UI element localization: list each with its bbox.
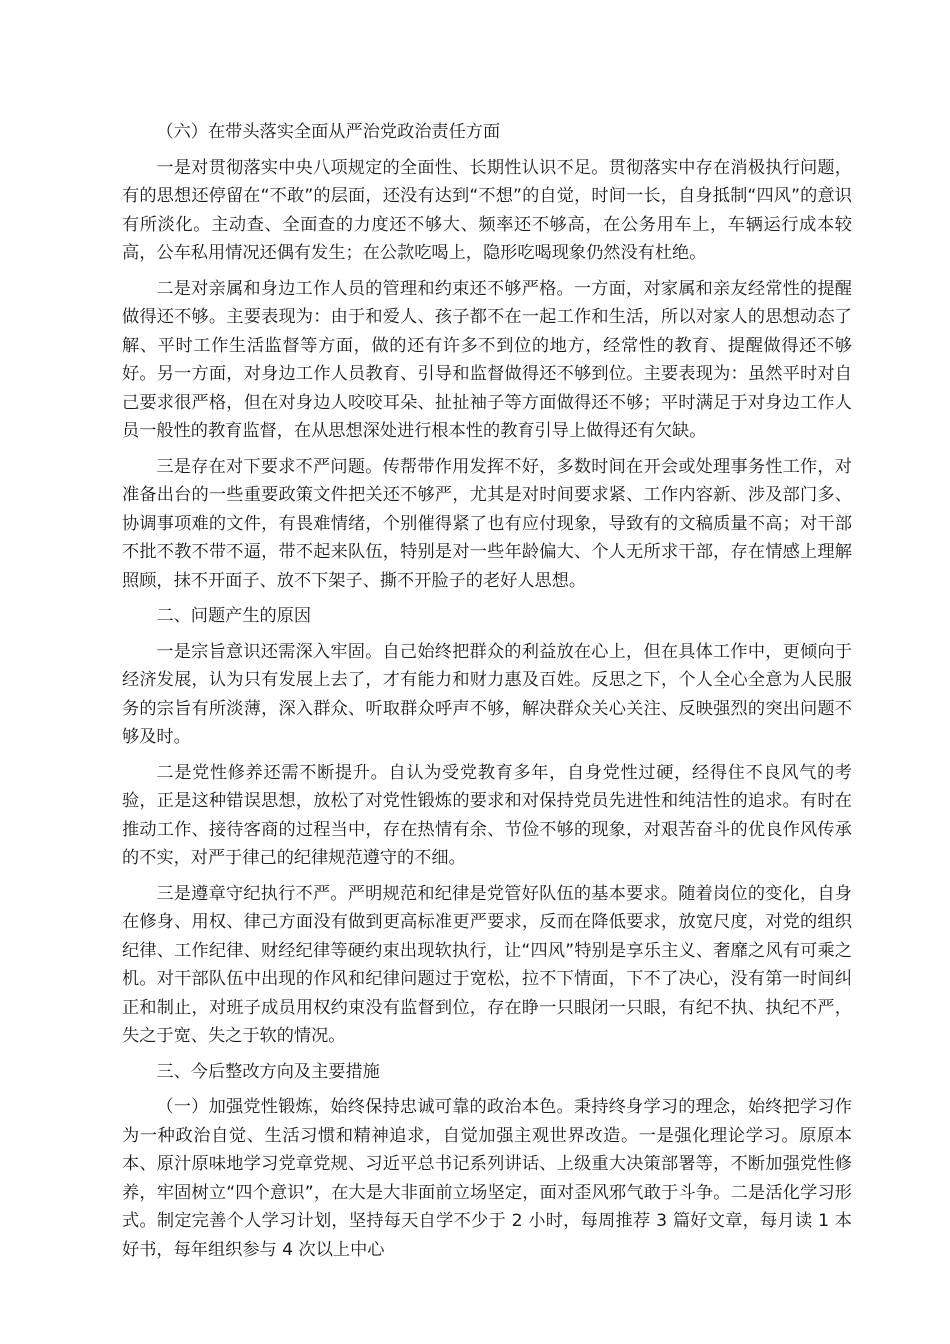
paragraph: 二是党性修养还需不断提升。自认为受党教育多年，自身党性过硬，经得住不良风气的考验，正是这种错误思想，放松了对党性锻炼的要求和对保持党员先进性和纯洁性的追求。有时在推动工作、接待客商的过程当中，存在热情有余、节俭不够的现象，对艰苦奋斗的优良作风传承的不实，对严于律己的纪律规范遵守的不细。 [122,762,852,868]
paragraph: 二是对亲属和身边工作人员的管理和约束还不够严格。一方面，对家属和亲友经常性的提醒做得还不够。主要表现为：由于和爱人、孩子都不在一起工作和生活，所以对家人的思想动态了解、平时工作生活监督等方面，做的还有许多不到位的地方，经常性的教育、提醒做得还不够好。另一方面，对身边工作人员教育、引导和监督做得还不够到位。主要表现为：虽然平时对自己要求很严格，但在对身边人咬咬耳朵、扯扯袖子等方面做得还不够；平时满足于对身边工作人员一般性的教育监督，在从思想深处进行根本性的教育引导上做得还有欠缺。 [122,278,852,441]
paragraph: 一是宗旨意识还需深入牢固。自己始终把群众的利益放在心上，但在具体工作中，更倾向于经济发展，认为只有发展上去了，才有能力和财力惠及百姓。反思之下，个人全心全意为人民服务的宗旨有所淡薄，深入群众、听取群众呼声不够，解决群众关心关注、反映强烈的突出问题不够及时。 [122,641,852,747]
section-heading-measures: 三、今后整改方向及主要措施 [156,1061,380,1082]
section-heading-six: （六）在带头落实全面从严治党政治责任方面 [156,122,501,142]
paragraph: （一）加强党性锻炼，始终保持忠诚可靠的政治本色。秉持终身学习的理念，始终把学习作为一种政治自觉、生活习惯和精神追求，自觉加强主观世界改造。一是强化理论学习。原原本本、原汁原味地学习党章党规、习近平总书记系列讲话、上级重大决策部署等，不断加强党性修养，牢固树立“四个意识”，在大是大非面前立场坚定，面对歪风邪气敢于斗争。二是活化学习形式。制定完善个人学习计划，坚持每天自学不少于 2 小时，每周推荐 3 篇好文章，每月读 1 本好书，每年组织参与 4 次以上中心 [122,1097,852,1260]
paragraph: 三是遵章守纪执行不严。严明规范和纪律是党管好队伍的基本要求。随着岗位的变化，自身在修身、用权、律己方面没有做到更高标准更严要求，反而在降低要求，放宽尺度，对党的组织纪律、工作纪律、财经纪律等硬约束出现软执行，让“四风”特别是享乐主义、奢靡之风有可乘之机。对干部队伍中出现的作风和纪律问题过于宽松，拉不下情面，下不了决心，没有第一时间纠正和制止，对班子成员用权约束没有监督到位，存在睁一只眼闭一只眼，有纪不执、执纪不严，失之于宽、失之于软的情况。 [122,883,852,1046]
section-heading-causes: 二、问题产生的原因 [156,606,312,626]
paragraph: 一是对贯彻落实中央八项规定的全面性、长期性认识不足。贯彻落实中存在消极执行问题，有的思想还停留在“不敢”的层面，还没有达到“不想”的自觉，时间一长，自身抵制“四风”的意识有所淡化。主动查、全面查的力度还不够大、频率还不够高，在公务用车上，车辆运行成本较高，公车私用情况还偶有发生；在公款吃喝上，隐形吃喝现象仍然没有杜绝。 [122,157,852,263]
paragraph: 三是存在对下要求不严问题。传帮带作用发挥不好，多数时间在开会或处理事务性工作，对准备出台的一些重要政策文件把关还不够严，尤其是对时间要求紧、工作内容新、涉及部门多、协调事项难的文件，有畏难情绪，个别催得紧了也有应付现象，导致有的文稿质量不高；对干部不批不教不带不逼，带不起来队伍，特别是对一些年龄偏大、个人无所求干部，存在情感上理解照顾，抹不开面子、放不下架子、撕不开脸子的老好人思想。 [122,456,852,591]
document-page [122,118,852,1271]
